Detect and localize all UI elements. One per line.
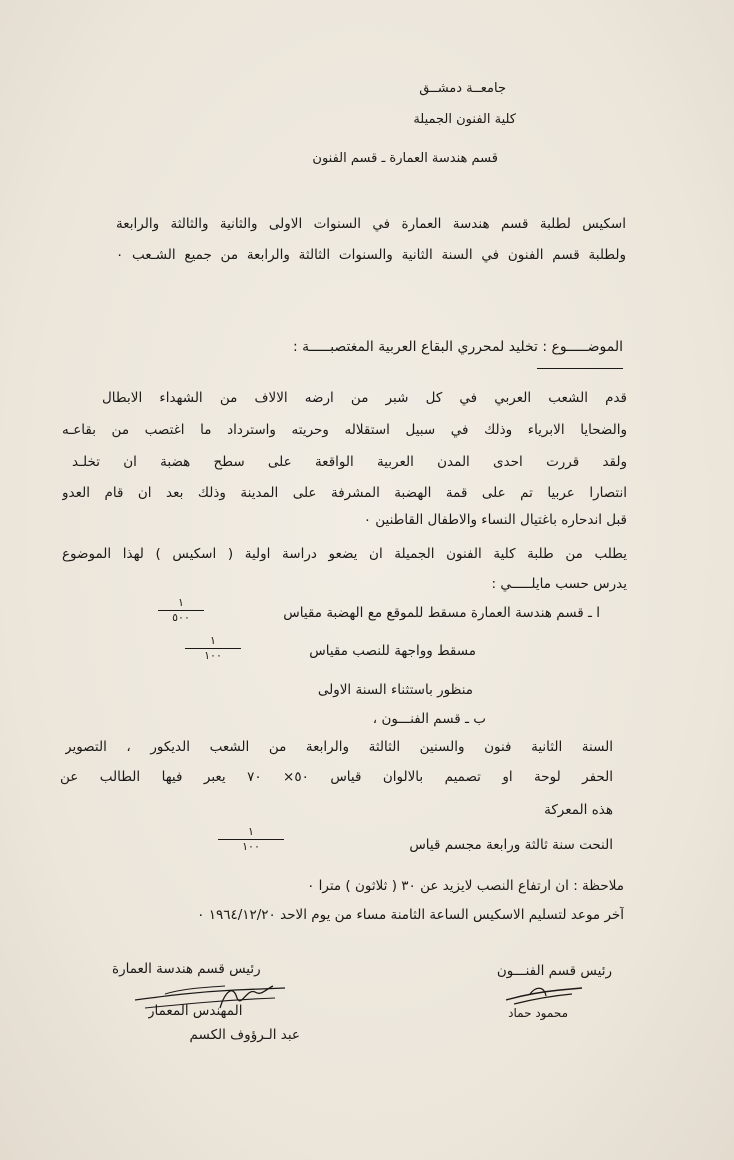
- left-signatory-title: رئيس قسم هندسة العمارة: [112, 961, 261, 977]
- intro-line-1: اسكيس لطلبة قسم هندسة العمارة في السنوات الاولى والثانية والثالثة والرابعة: [116, 216, 626, 232]
- paragraph-1-line-1: قدم الشعب العربي في كل شبر من ارضه الالاف من الشهداء الابطال: [102, 390, 627, 406]
- right-signatory-title: رئيس قسم الفنـــون: [496, 963, 612, 979]
- left-signatory-role: المهندس المعمار: [148, 1003, 243, 1019]
- departments-line: قسم هندسة العمارة ـ قسم الفنون: [312, 151, 498, 166]
- section-b-line-1: السنة الثانية فنون والسنين الثالثة والرابعة من الشعب الديكور ، التصوير: [65, 739, 613, 755]
- faculty-name: كلية الفنون الجميلة: [413, 112, 516, 127]
- paragraph-2-line-3: قبل اندحاره باغتيال النساء والاطفال القاطنين ٠: [363, 512, 627, 528]
- section-a-item-3: منظور باستثناء السنة الاولى: [317, 682, 473, 698]
- request-line-2: يدرس حسب مايلـــــي :: [491, 576, 627, 592]
- section-b-title: ب ـ قسم الفنـــون ،: [372, 711, 486, 727]
- fraction-numerator: ١: [178, 596, 184, 609]
- fraction-denominator: ٥٠٠: [172, 611, 190, 624]
- paragraph-2-line-2: انتصارا عربيا تم على قمة الهضبة المشرفة على المدينة وذلك بعد ان قام العدو: [62, 485, 627, 501]
- section-a-item-2: مسقط وواجهة للنصب مقياس: [309, 643, 476, 659]
- deadline-line: آخر موعد لتسليم الاسكيس الساعة الثامنة مساء من يوم الاحد ١٩٦٤/١٢/٢٠ ٠: [197, 907, 624, 923]
- fraction-numerator: ١: [248, 825, 254, 838]
- fraction-denominator: ١٠٠: [242, 840, 260, 853]
- note-line: ملاحظة : ان ارتفاع النصب لايزيد عن ٣٠ ( ثلاثون ) مترا ٠: [307, 878, 624, 894]
- section-b-sculpture: النحت سنة ثالثة ورابعة مجسم قياس: [409, 837, 613, 853]
- right-signatory-name: محمود حماد: [508, 1006, 568, 1020]
- section-b-line-2: الحفر لوحة او تصميم بالالوان قياس ٥٠× ٧٠ يعبر فيها الطالب عن: [60, 769, 613, 785]
- scale-fraction-1-100-b: [218, 826, 284, 853]
- paragraph-2-line-1: ولقد قررت احدى المدن العربية الواقعة على سطح هضبة ان تخلـد: [72, 454, 627, 470]
- section-a-item-1: ا ـ قسم هندسة العمارة مسقط للموقع مع الهضبة مقياس: [283, 605, 600, 621]
- scale-fraction-1-500: [158, 597, 204, 624]
- fraction-denominator: ١٠٠: [204, 649, 222, 662]
- fraction-numerator: ١: [210, 634, 216, 647]
- request-line-1: يطلب من طلبة كلية الفنون الجميلة ان يضعو دراسة اولية ( اسكيس ) لهذا الموضوع: [62, 546, 627, 562]
- section-b-line-3: هذه المعركة: [544, 802, 613, 818]
- intro-line-2: ولطلبة قسم الفنون في السنة الثانية والسنوات الثالثة والرابعة من جميع الشـعب ٠: [116, 247, 626, 263]
- university-name: جامعــة دمشــق: [419, 81, 506, 96]
- left-signatory-name: عبد الـرؤوف الكسم: [189, 1027, 300, 1043]
- scale-fraction-1-100-a: [185, 635, 241, 662]
- subject-underline: [537, 368, 623, 369]
- paragraph-1-line-2: والضحايا الابرياء وذلك في سبيل استقلاله وحريته واسترداد ما اغتصب من بقاعـه: [62, 422, 627, 438]
- subject-line: الموضـــــوع : تخليد لمحرري البقاع العربية المغتصبـــــة :: [293, 339, 623, 355]
